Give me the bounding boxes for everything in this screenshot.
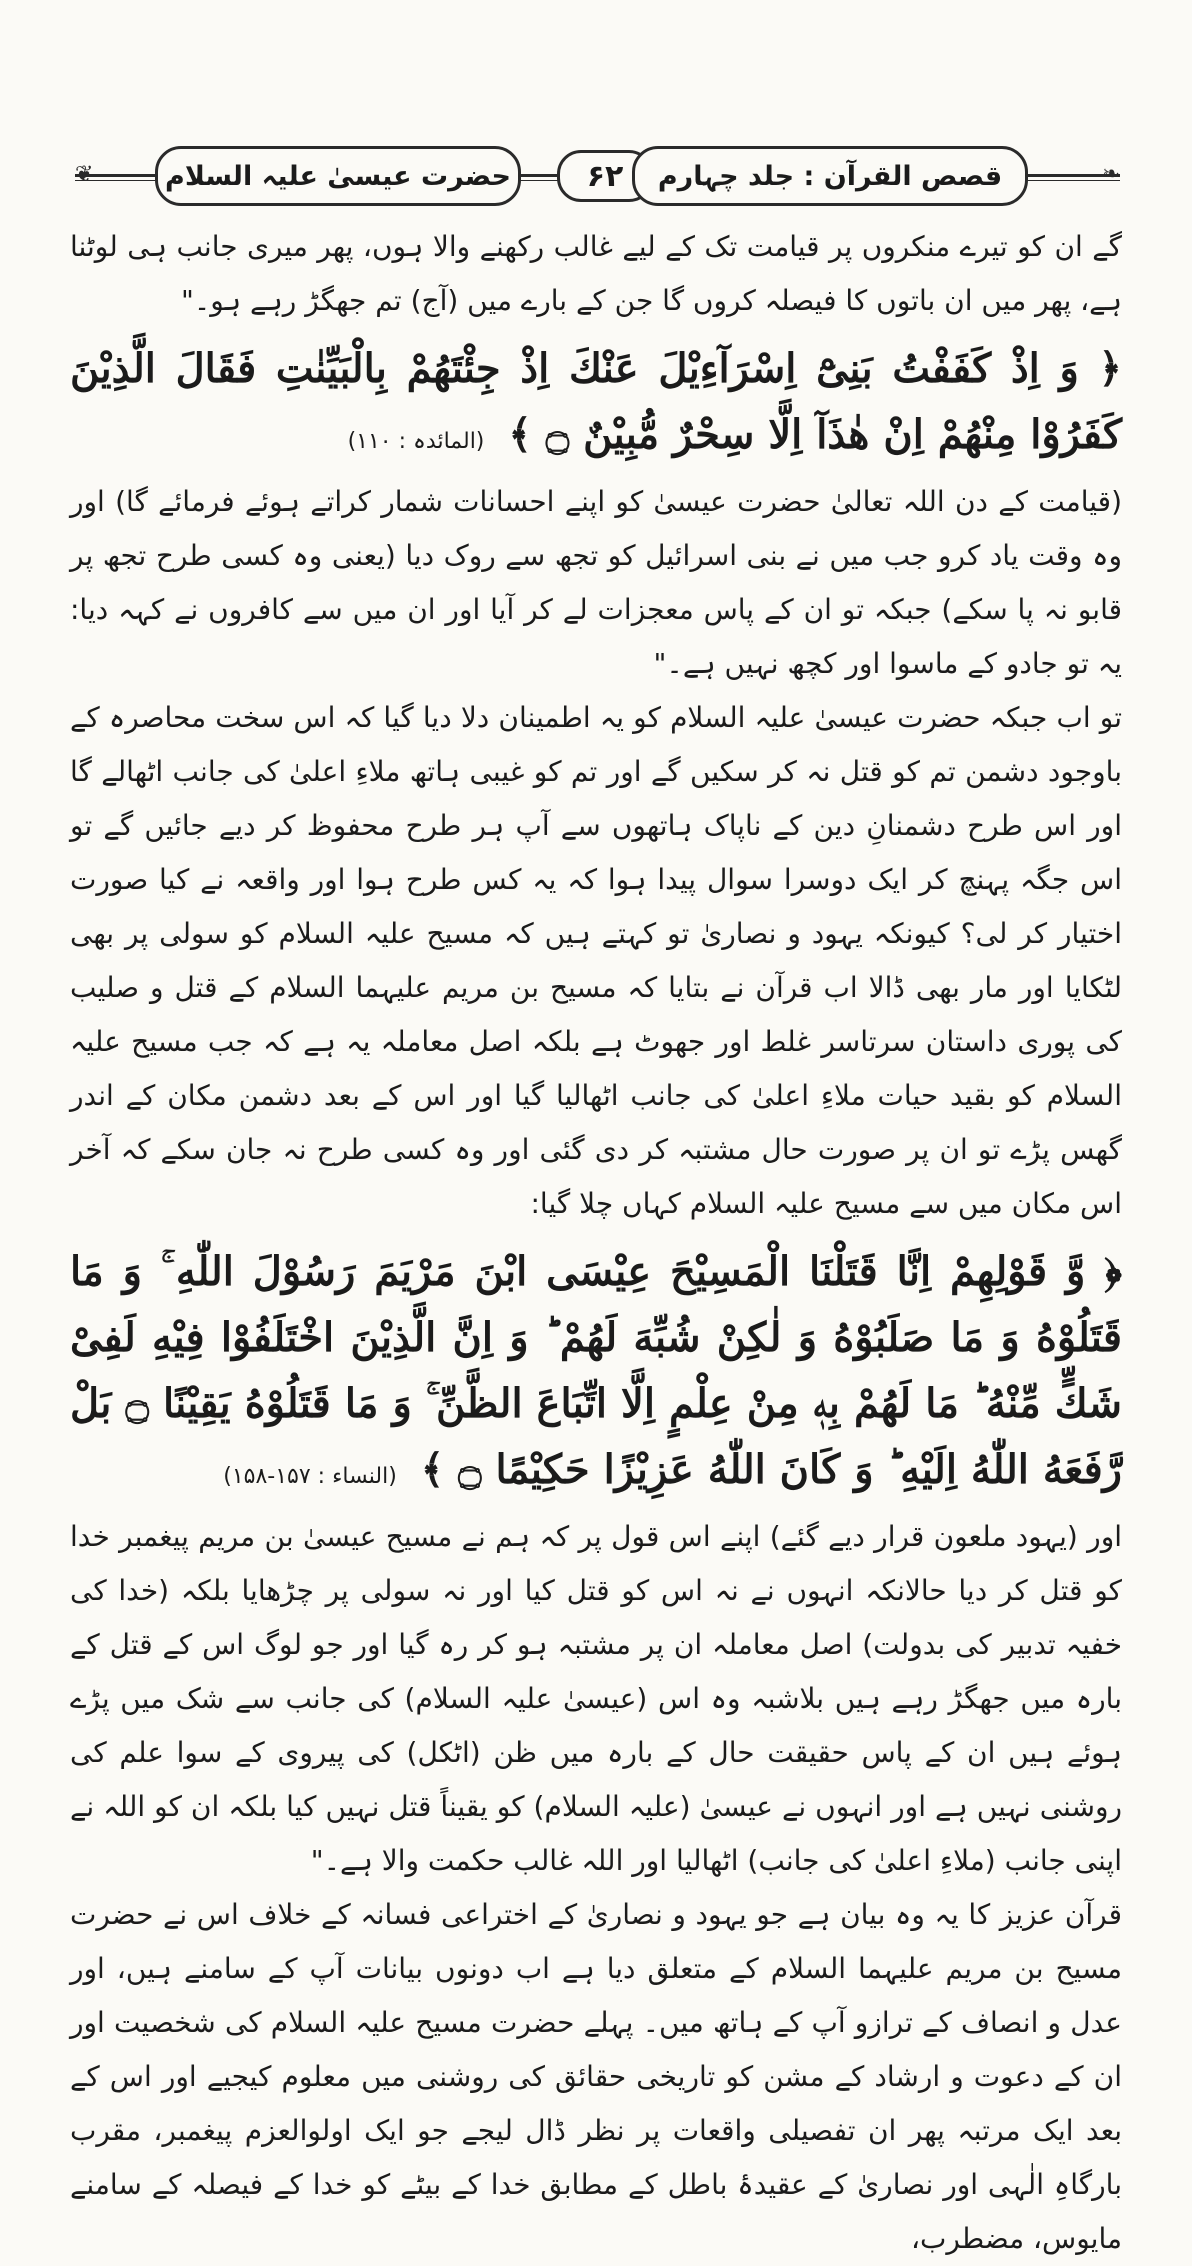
verse-reference: (النساء : ۱۵۷-۱۵۸) xyxy=(223,1464,397,1489)
verse-text: ﴿ وَّ قَوْلِهِمْ اِنَّا قَتَلْنَا الْمَسِیْحَ عِیْسَى ابْنَ مَرْیَمَ رَسُوْلَ اللّٰهِ ۚ وَ مَا قَتَلُوْهُ وَ مَا صَلَبُوْهُ وَ لٰكِنْ شُبِّهَ لَهُمْ ؕ وَ اِنَّ الَّذِیْنَ اخْتَلَفُوْا فِیْهِ لَفِیْ شَكٍّ مِّنْهُ ؕ مَا لَهُمْ بِهٖ مِنْ عِلْمٍ اِلَّا اتِّبَاعَ الظَّنِّ ۚ وَ مَا قَتَلُوْهُ یَقِیْنًا ۝ بَلْ رَّفَعَهُ اللّٰهُ اِلَیْهِ ؕ وَ كَانَ اللّٰهُ عَزِیْزًا حَكِیْمًا ۝ ﴾ xyxy=(70,1248,1122,1493)
ornament-icon: ❧ xyxy=(1101,162,1120,187)
paragraph: (قیامت کے دن اللہ تعالیٰ حضرت عیسیٰ کو اپنے احسانات شمار کراتے ہوئے فرمائے گا) اور وہ وقت یاد کرو جب میں نے بنی اسرائیل کو تجھ سے روک دیا (یعنی وہ کسی طرح تجھ پر قابو نہ پا سکے) جبکہ تو ان کے پاس معجزات لے کر آیا اور ان میں سے کافروں نے کہہ دیا: یہ تو جادو کے ماسوا اور کچھ نہیں ہے۔" xyxy=(70,485,1122,680)
verse-reference: (المائدہ : ۱۱۰) xyxy=(347,429,485,454)
page-body xyxy=(70,220,1122,2266)
page-header xyxy=(75,140,1120,212)
book-title: قصص القرآن : جلد چہارم xyxy=(632,146,1028,206)
quran-verse xyxy=(70,1239,1122,1510)
chapter-title: حضرت عیسیٰ علیہ السلام xyxy=(155,146,521,206)
paragraph: اور (یہود ملعون قرار دیے گئے) اپنے اس قول پر کہ ہم نے مسیح عیسیٰ بن مریم پیغمبر خدا کو قتل کر دیا حالانکہ انہوں نے نہ اس کو قتل کیا اور نہ سولی پر چڑھایا بلکہ (خدا کی خفیہ تدبیر کی بدولت) اصل معاملہ ان پر مشتبہ ہو کر رہ گیا اور جو لوگ اس کے قتل کے بارہ میں جھگڑ رہے ہیں بلاشبہ وہ اس (عیسیٰ علیہ السلام) کی جانب سے شک میں پڑے ہوئے ہیں ان کے پاس حقیقت حال کے بارہ میں ظن (اٹکل) کی پیروی کے سوا علم کی روشنی نہیں ہے اور انہوں نے عیسیٰ (علیہ السلام) کو یقیناً قتل نہیں کیا بلکہ ان کو اللہ نے اپنی جانب (ملاءِ اعلیٰ کی جانب) اٹھالیا اور اللہ غالب حکمت والا ہے۔" xyxy=(70,1520,1122,1877)
quran-verse xyxy=(70,336,1122,475)
page-number: ۶۲ xyxy=(557,150,653,202)
ornament-icon: ❦ xyxy=(75,162,94,187)
paragraph: تو اب جبکہ حضرت عیسیٰ علیہ السلام کو یہ اطمینان دلا دیا گیا کہ اس سخت محاصرہ کے باوجود دشمن تم کو قتل نہ کر سکیں گے اور تم کو غیبی ہاتھ ملاءِ اعلیٰ کی جانب اٹھالے گا اور اس طرح دشمنانِ دین کے ناپاک ہاتھوں سے آپ ہر طرح محفوظ کر دیے جائیں گے تو اس جگہ پہنچ کر ایک دوسرا سوال پیدا ہوا کہ یہ کس طرح ہوا اور واقعہ نے کیا صورت اختیار کر لی؟ کیونکہ یہود و نصاریٰ تو کہتے ہیں کہ مسیح علیہ السلام کو سولی پر بھی لٹکایا اور مار بھی ڈالا اب قرآن نے بتایا کہ مسیح بن مریم علیہما السلام کے قتل و صلیب کی پوری داستان سرتاسر غلط اور جھوٹ ہے بلکہ اصل معاملہ یہ ہے کہ جب مسیح علیہ السلام کو بقید حیات ملاءِ اعلیٰ کی جانب اٹھالیا گیا اور اس کے بعد دشمن مکان کے اندر گھس پڑے تو ان پر صورت حال مشتبہ کر دی گئی اور وہ کسی طرح نہ جان سکے کہ آخر اس مکان میں سے مسیح علیہ السلام کہاں چلا گیا: xyxy=(70,701,1122,1220)
paragraph: گے ان کو تیرے منکروں پر قیامت تک کے لیے غالب رکھنے والا ہوں، پھر میری جانب ہی لوٹنا ہے، پھر میں ان باتوں کا فیصلہ کروں گا جن کے بارے میں (آج) تم جھگڑ رہے ہو۔" xyxy=(70,230,1122,317)
paragraph: قرآن عزیز کا یہ وہ بیان ہے جو یہود و نصاریٰ کے اختراعی فسانہ کے خلاف اس نے حضرت مسیح بن مریم علیہما السلام کے متعلق دیا ہے اب دونوں بیانات آپ کے سامنے ہیں، اور عدل و انصاف کے ترازو آپ کے ہاتھ میں۔ پہلے حضرت مسیح علیہ السلام کی شخصیت اور ان کے دعوت و ارشاد کے مشن کو تاریخی حقائق کی روشنی میں معلوم کیجیے اور اس کے بعد ایک مرتبہ پھر ان تفصیلی واقعات پر نظر ڈال لیجے جو ایک اولوالعزم پیغمبر، مقرب بارگاہِ الٰہی اور نصاریٰ کے عقیدۂ باطل کے مطابق خدا کے بیٹے کو خدا کے فیصلہ کے سامنے مایوس، مضطرب، xyxy=(70,1898,1122,2255)
verse-text: ﴿ وَ اِذْ كَفَفْتُ بَنِیْٓ اِسْرَآءِیْلَ عَنْكَ اِذْ جِئْتَهُمْ بِالْبَیِّنٰتِ فَقَالَ الَّذِیْنَ كَفَرُوْا مِنْهُمْ اِنْ هٰذَآ اِلَّا سِحْرٌ مُّبِیْنٌ ۝ ﴾ xyxy=(70,345,1122,458)
